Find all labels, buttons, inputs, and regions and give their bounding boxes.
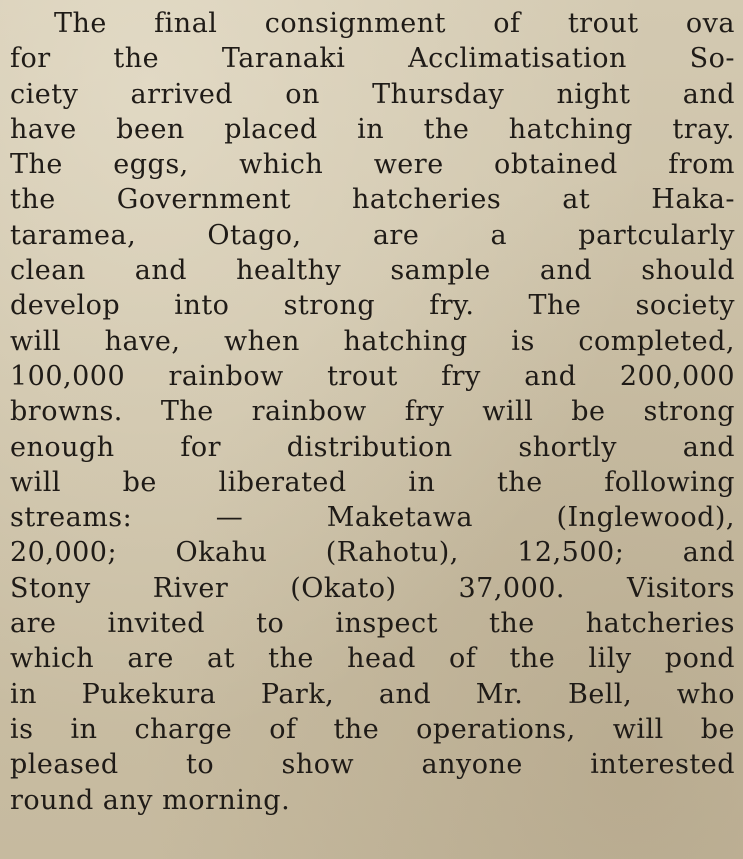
article-line: will have, when hatching is completed, xyxy=(10,325,735,357)
article-line: have been placed in the hatching tray. xyxy=(10,113,735,145)
article-line: clean and healthy sample and should xyxy=(10,255,735,287)
article-line: ciety arrived on Thursday night and xyxy=(10,78,735,110)
article-line: are invited to inspect the hatcheries xyxy=(10,608,735,640)
article-line: in Pukekura Park, and Mr. Bell, who xyxy=(10,678,735,710)
article-line: 100,000 rainbow trout fry and 200,000 xyxy=(10,360,735,392)
article-line: Stony River (Okato) 37,000. Visitors xyxy=(10,572,735,604)
article-line: The final consignment of trout ova xyxy=(54,8,735,39)
article-line: 20,000; Okahu (Rahotu), 12,500; and xyxy=(10,537,735,569)
article-line: for the Taranaki Acclimatisation So- xyxy=(10,43,735,75)
article-line: the Government hatcheries at Haka- xyxy=(10,184,735,216)
article-line: which are at the head of the lily pond xyxy=(10,643,735,675)
article-line: enough for distribution shortly and xyxy=(10,431,735,463)
article-line: round any morning. xyxy=(10,784,291,816)
article-line: will be liberated in the following xyxy=(10,466,735,498)
article-line: pleased to show anyone interested xyxy=(10,749,735,781)
article-line: streams: — Maketawa (Inglewood), xyxy=(10,502,735,534)
article-line: browns. The rainbow fry will be strong xyxy=(10,396,735,428)
article-line: taramea, Otago, are a partcularly xyxy=(10,219,735,251)
article-line: is in charge of the operations, will be xyxy=(10,713,735,745)
article-line: develop into strong fry. The society xyxy=(10,290,735,322)
article-line: The eggs, which were obtained from xyxy=(10,149,735,181)
article-body xyxy=(10,6,735,818)
